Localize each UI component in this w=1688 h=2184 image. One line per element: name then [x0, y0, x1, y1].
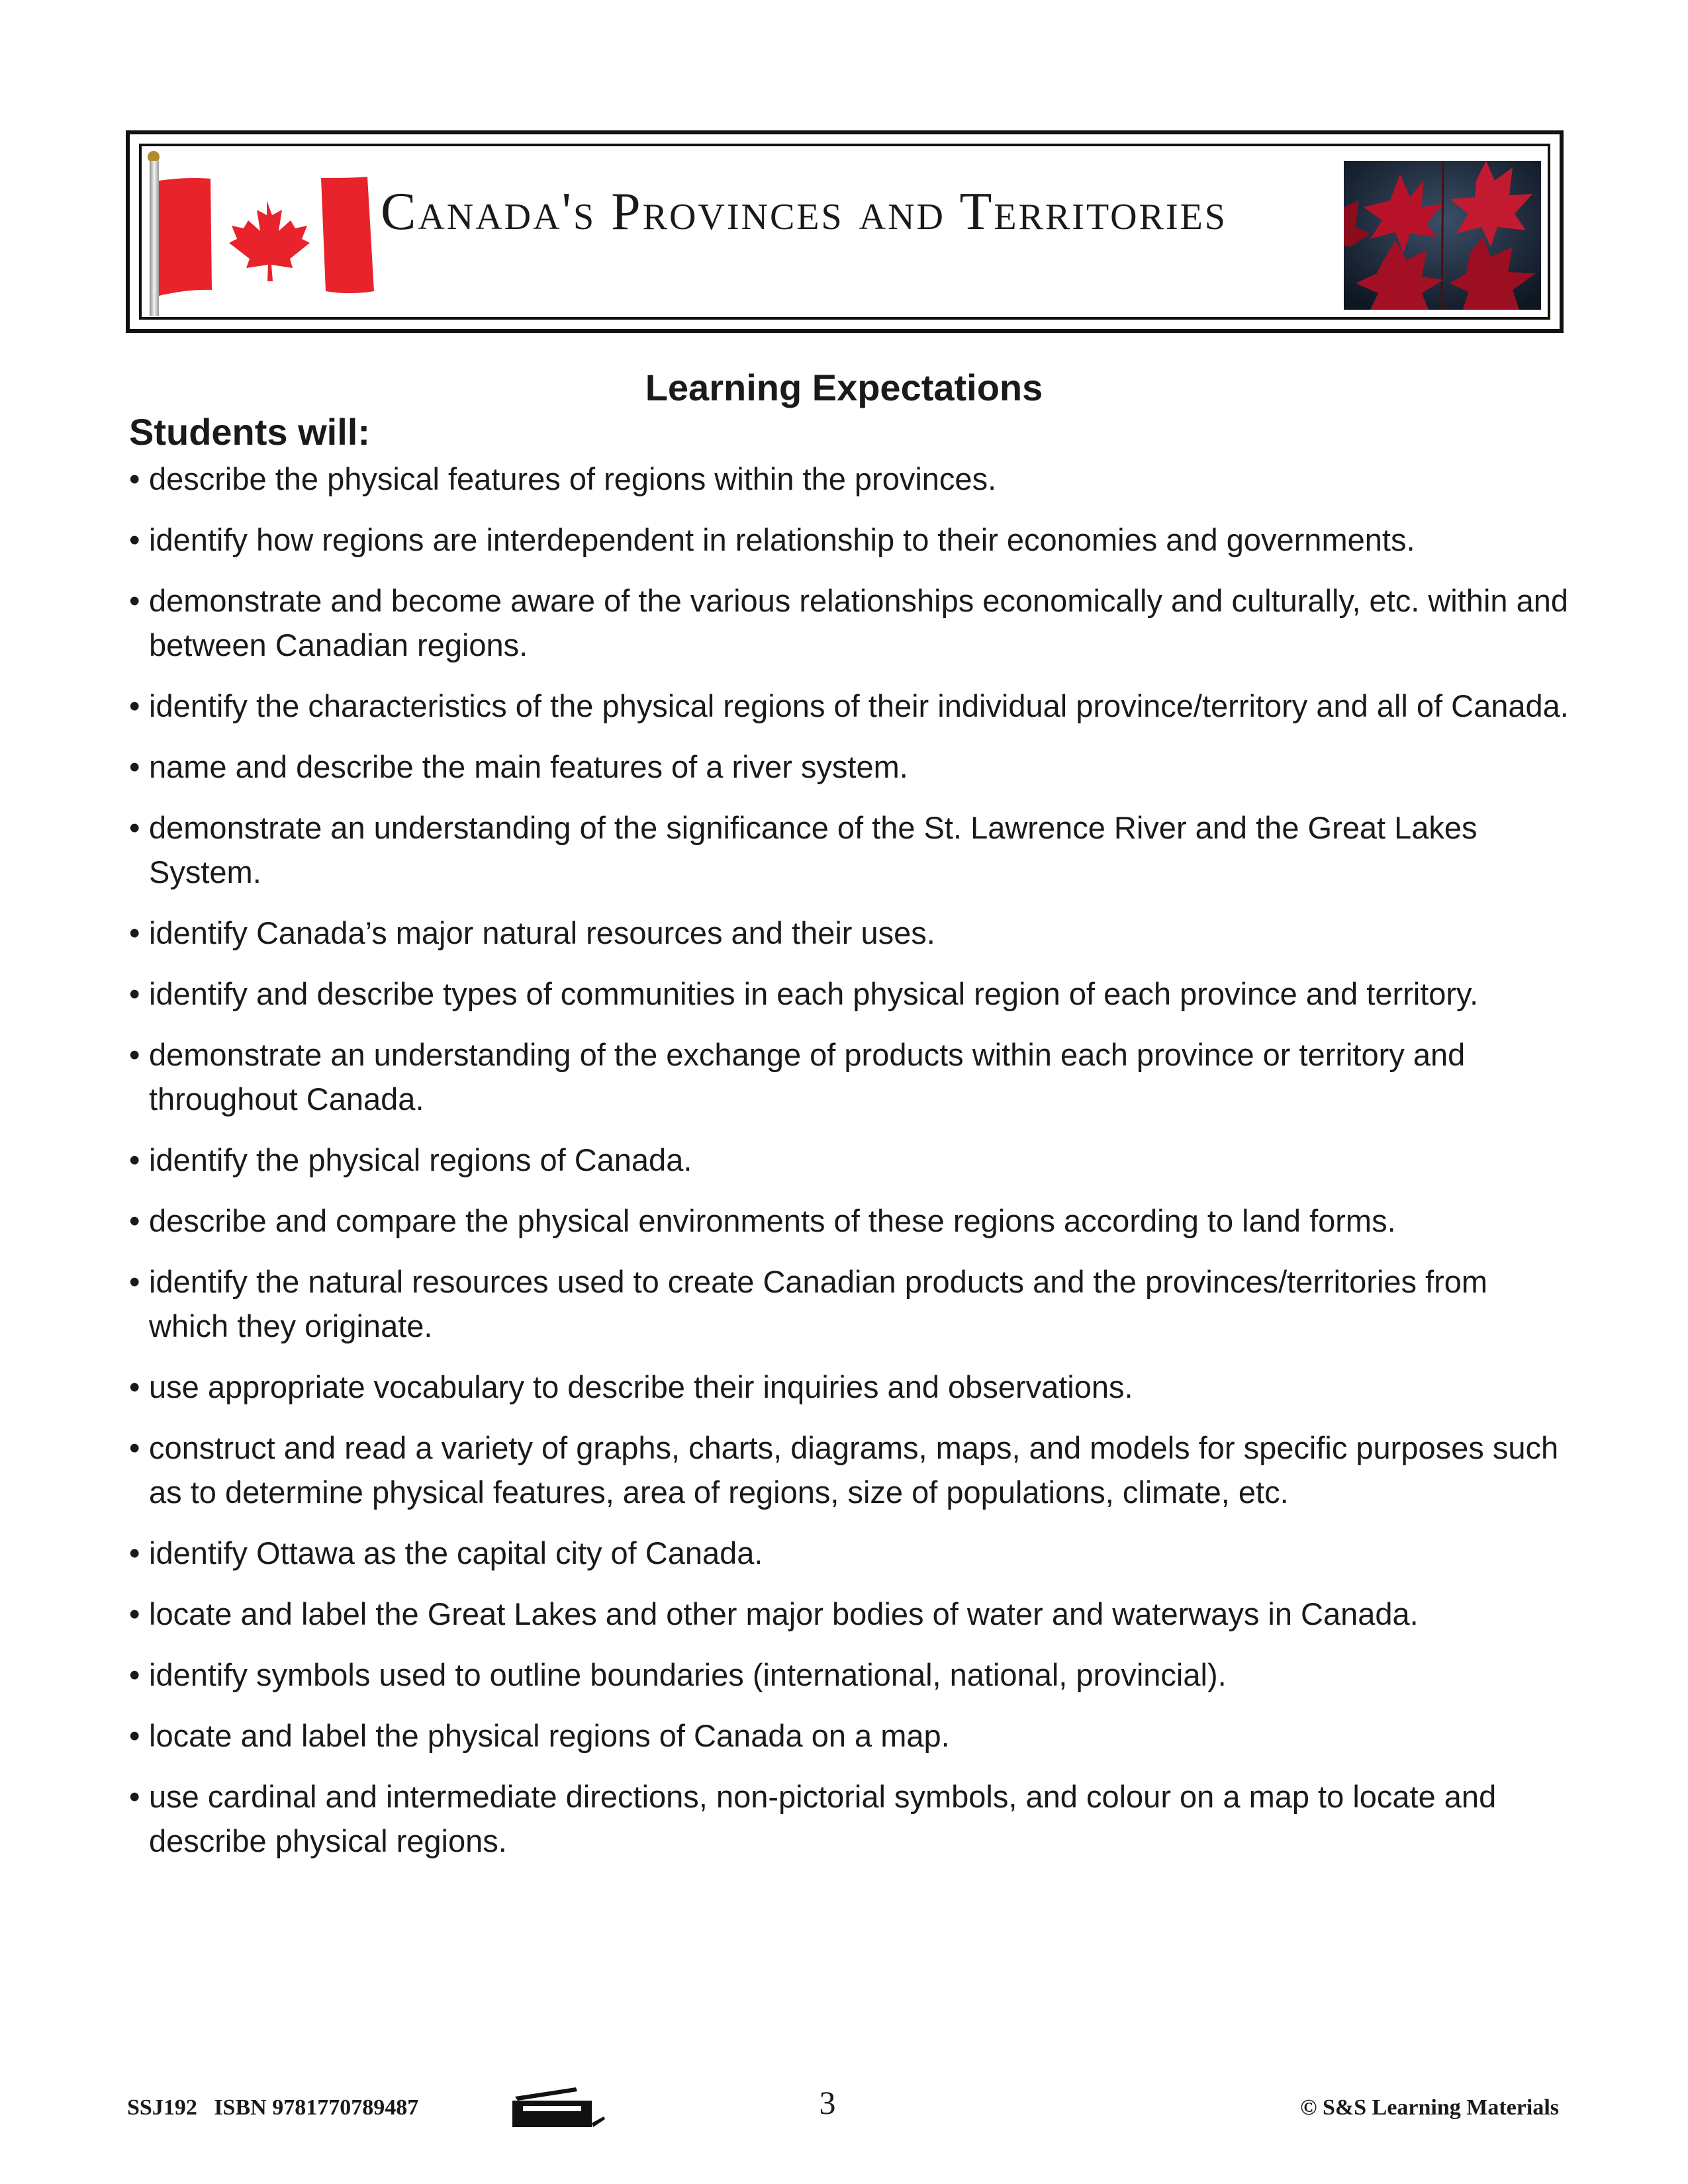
list-item-text: locate and label the physical regions of Canada on a map.	[149, 1718, 950, 1753]
list-item	[129, 911, 1572, 955]
list-item-text: name and describe the main features of a river system.	[149, 749, 908, 784]
list-item-text: identify the physical regions of Canada.	[149, 1142, 692, 1177]
list-item-text: identify symbols used to outline boundaries (international, national, provincial).	[149, 1657, 1227, 1692]
list-item	[129, 518, 1572, 562]
bullet-icon: •	[129, 1430, 140, 1465]
list-item	[129, 1653, 1572, 1697]
list-item	[129, 457, 1572, 501]
footer-code: SSJ192	[127, 2095, 197, 2120]
page-number: 3	[819, 2084, 836, 2121]
bullet-icon: •	[129, 915, 140, 950]
list-item-text: use appropriate vocabulary to describe their inquiries and observations.	[149, 1369, 1133, 1404]
list-item	[129, 1259, 1572, 1348]
page-title: Canada's Provinces and Territories	[381, 183, 1227, 241]
footer-book-info	[127, 2095, 418, 2120]
section-heading: Learning Expectations	[645, 367, 1043, 408]
list-item-text: demonstrate an understanding of the significance of the St. Lawrence River and the Great Lakes System.	[149, 810, 1477, 889]
list-item-text: identify the characteristics of the physical regions of their individual province/territory and all of Canada.	[149, 688, 1569, 723]
bullet-icon: •	[129, 1596, 140, 1631]
maple-leaves-photo	[1344, 161, 1541, 310]
list-item-text: describe and compare the physical environments of these regions according to land forms.	[149, 1203, 1396, 1238]
bullet-icon: •	[129, 1718, 140, 1753]
copyright-notice: © S&S Learning Materials	[1300, 2095, 1559, 2120]
bullet-icon: •	[129, 1203, 140, 1238]
list-item-text: locate and label the Great Lakes and other major bodies of water and waterways in Canada.	[149, 1596, 1419, 1631]
bullet-icon: •	[129, 1369, 140, 1404]
list-item	[129, 1138, 1572, 1182]
list-item-text: identify Canada’s major natural resources and their uses.	[149, 915, 935, 950]
list-item	[129, 578, 1572, 667]
photocopier-icon	[510, 2085, 609, 2131]
bullet-icon: •	[129, 1657, 140, 1692]
list-item-text: demonstrate and become aware of the various relationships economically and culturally, etc. within and between Canadian regions.	[149, 583, 1569, 662]
bullet-icon: •	[129, 976, 140, 1011]
list-item	[129, 1713, 1572, 1758]
bullet-icon: •	[129, 522, 140, 557]
list-item-text: describe the physical features of regions within the provinces.	[149, 461, 997, 496]
bullet-icon: •	[129, 1264, 140, 1299]
list-item-text: identify the natural resources used to create Canadian products and the provinces/territories from which they originate.	[149, 1264, 1488, 1343]
list-item-text: demonstrate an understanding of the exchange of products within each province or territory and throughout Canada.	[149, 1037, 1466, 1116]
list-item-text: construct and read a variety of graphs, charts, diagrams, maps, and models for specific purposes such as to determine physical features, area of regions, size of populations, climate, etc.	[149, 1430, 1559, 1510]
list-item	[129, 1199, 1572, 1243]
list-item-text: identify how regions are interdependent in relationship to their economies and governments.	[149, 522, 1415, 557]
list-item-text: identify and describe types of communities in each physical region of each province and territory.	[149, 976, 1479, 1011]
bullet-icon: •	[129, 1535, 140, 1570]
list-item	[129, 1531, 1572, 1575]
bullet-icon: •	[129, 749, 140, 784]
list-item	[129, 1032, 1572, 1121]
list-item	[129, 1426, 1572, 1514]
list-item-text: identify Ottawa as the capital city of Canada.	[149, 1535, 763, 1570]
bullet-icon: •	[129, 810, 140, 845]
bullet-icon: •	[129, 688, 140, 723]
expectations-list	[129, 457, 1572, 1880]
list-item	[129, 805, 1572, 894]
list-item	[129, 972, 1572, 1016]
list-item	[129, 1774, 1572, 1863]
list-item-text: use cardinal and intermediate directions, non-pictorial symbols, and colour on a map to locate and describe physical regions.	[149, 1779, 1497, 1858]
list-item	[129, 684, 1572, 728]
bullet-icon: •	[129, 1037, 140, 1072]
bullet-icon: •	[129, 461, 140, 496]
list-item	[129, 1592, 1572, 1636]
canada-flag-icon	[146, 149, 377, 318]
footer-isbn: ISBN 9781770789487	[214, 2095, 419, 2120]
list-item	[129, 1365, 1572, 1409]
bullet-icon: •	[129, 1142, 140, 1177]
list-item	[129, 745, 1572, 789]
bullet-icon: •	[129, 583, 140, 618]
bullet-icon: •	[129, 1779, 140, 1814]
intro-label: Students will:	[129, 411, 370, 453]
